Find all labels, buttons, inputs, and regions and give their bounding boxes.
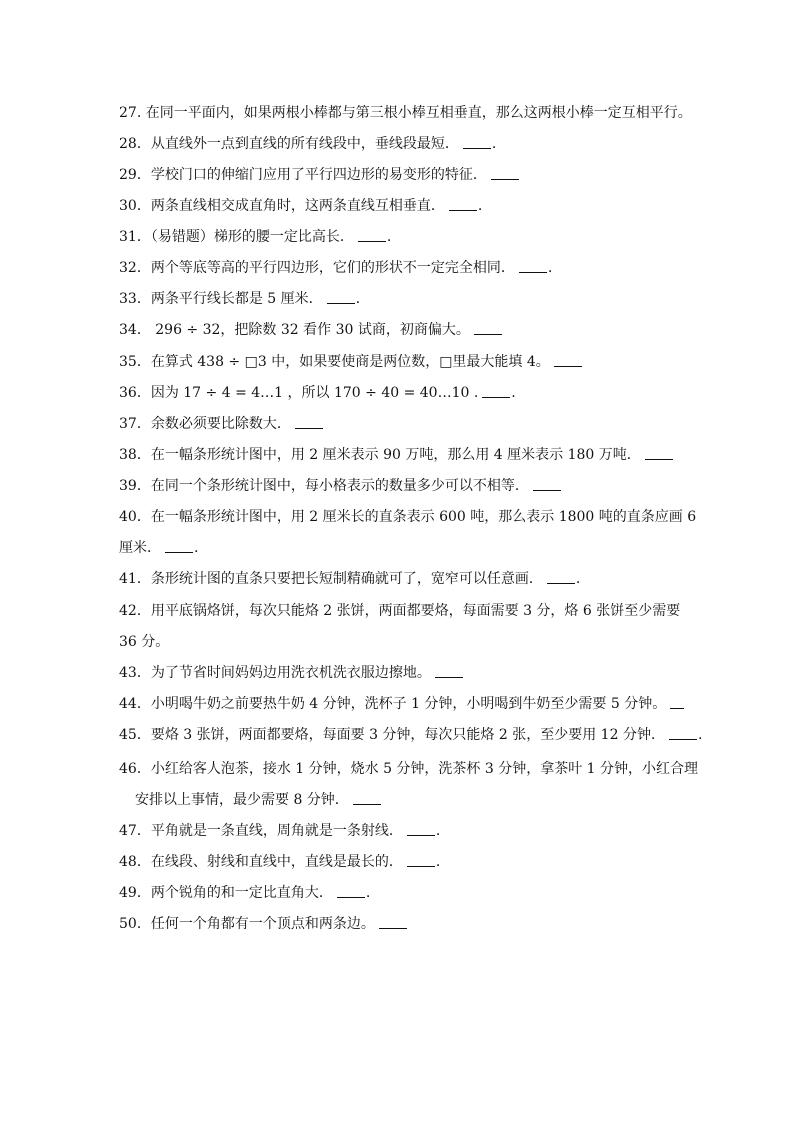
question-text: 厘米．: [119, 540, 161, 556]
answer-blank[interactable]: [435, 676, 463, 678]
question-text: 安排以上事情，最少需要 8 分钟．: [135, 792, 349, 808]
question-line: [119, 477, 679, 495]
question-text: 30．两条直线相交成直角时，这两条直线互相垂直．: [119, 198, 445, 214]
trailing-punctuation: .: [386, 229, 392, 245]
question-line: [119, 166, 679, 184]
answer-blank[interactable]: [491, 178, 519, 180]
answer-blank[interactable]: [533, 489, 561, 491]
answer-blank[interactable]: [407, 865, 435, 867]
answer-blank[interactable]: [547, 582, 575, 584]
answer-blank[interactable]: [165, 551, 193, 553]
question-line: [119, 633, 679, 651]
answer-blank[interactable]: [295, 427, 323, 429]
answer-blank[interactable]: [482, 396, 510, 398]
trailing-punctuation: .: [477, 198, 483, 214]
question-text: 50．任何一个角都有一个顶点和两条边。: [119, 916, 375, 932]
question-line: [119, 415, 679, 433]
question-line: [119, 539, 679, 557]
question-text: 32．两个等底等高的平行四边形，它们的形状不一定完全相同．: [119, 260, 515, 276]
question-line: [119, 353, 679, 371]
trailing-punctuation: .: [697, 727, 703, 743]
answer-blank[interactable]: [353, 803, 381, 805]
question-line: [119, 321, 679, 339]
question-text: 35．在算式 438 ÷ □3 中，如果要使商是两位数，□里最大能填 4。: [119, 354, 550, 370]
trailing-punctuation: .: [355, 291, 361, 307]
answer-blank[interactable]: [449, 209, 477, 211]
trailing-punctuation: .: [365, 885, 371, 901]
answer-blank[interactable]: [337, 896, 365, 898]
question-line: [119, 822, 679, 840]
question-line: [119, 228, 679, 246]
question-line: [119, 384, 679, 402]
answer-blank[interactable]: [463, 147, 491, 149]
trailing-punctuation: .: [511, 385, 516, 401]
question-line: [119, 570, 679, 588]
answer-blank[interactable]: [407, 834, 435, 836]
question-text: 29．学校门口的伸缩门应用了平行四边形的易变形的特征．: [119, 167, 487, 183]
question-line: [119, 290, 679, 308]
question-text: 27. 在同一平面内，如果两根小棒都与第三根小棒互相垂直，那么这两根小棒一定互相平行。: [119, 105, 692, 121]
question-line: [119, 915, 679, 933]
question-line: [119, 884, 679, 902]
question-text: 44．小明喝牛奶之前要热牛奶 4 分钟，洗杯子 1 分钟，小明喝到牛奶至少需要 5 分钟。: [119, 696, 667, 712]
question-line: [119, 853, 679, 871]
answer-blank[interactable]: [519, 271, 547, 273]
question-text: 37．余数必须要比除数大．: [119, 416, 291, 432]
answer-blank[interactable]: [669, 738, 697, 740]
answer-blank[interactable]: [670, 707, 684, 709]
question-text: 45．要烙 3 张饼，两面都要烙，每面要 3 分钟，每次只能烙 2 张，至少要用 12 分钟．: [119, 727, 665, 743]
answer-blank[interactable]: [327, 302, 355, 304]
question-line: [119, 602, 679, 620]
question-line: [119, 695, 679, 713]
question-text: 31．（易错题）梯形的腰一定比高长．: [119, 229, 354, 245]
question-line: [119, 446, 679, 464]
question-text: 39．在同一个条形统计图中，每小格表示的数量多少可以不相等．: [119, 478, 529, 494]
question-text: 42．用平底锅烙饼，每次只能烙 2 张饼，两面都要烙，每面需要 3 分，烙 6 张饼至少需要: [119, 603, 681, 619]
question-text: 49．两个锐角的和一定比直角大．: [119, 885, 333, 901]
question-text: 47．平角就是一条直线，周角就是一条射线．: [119, 823, 403, 839]
answer-blank[interactable]: [554, 365, 582, 367]
question-text: 40．在一幅条形统计图中，用 2 厘米长的直条表示 600 吨，那么表示 1800 吨的直条应画 6: [119, 509, 697, 525]
question-text: 41．条形统计图的直条只要把长短制精确就可了，宽窄可以任意画．: [119, 571, 543, 587]
question-line: [119, 104, 692, 122]
question-text: 36 分。: [119, 634, 170, 650]
answer-blank[interactable]: [358, 240, 386, 242]
question-line: [119, 197, 679, 215]
answer-blank[interactable]: [474, 333, 502, 335]
question-text: 33．两条平行线长都是 5 厘米．: [119, 291, 323, 307]
question-line: [119, 508, 697, 526]
question-text: 46．小红给客人泡茶，接水 1 分钟，烧水 5 分钟，洗茶杯 3 分钟，拿茶叶 1 分钟，小红合理: [119, 761, 699, 777]
question-text: 43．为了节省时间妈妈边用洗衣机洗衣服边擦地。: [119, 665, 431, 681]
question-text: 28．从直线外一点到直线的所有线段中，垂线段最短．: [119, 136, 459, 152]
question-text: 48．在线段、射线和直线中，直线是最长的．: [119, 854, 403, 870]
trailing-punctuation: .: [547, 260, 553, 276]
trailing-punctuation: .: [194, 540, 199, 556]
question-line: [119, 726, 703, 744]
trailing-punctuation: .: [435, 823, 441, 839]
question-text: 38．在一幅条形统计图中，用 2 厘米表示 90 万吨，那么用 4 厘米表示 180 万吨．: [119, 447, 641, 463]
question-line: [119, 664, 679, 682]
question-line: [119, 135, 679, 153]
answer-blank[interactable]: [379, 927, 407, 929]
question-text: 34． 296 ÷ 32，把除数 32 看作 30 试商，初商偏大。: [119, 322, 470, 338]
trailing-punctuation: .: [435, 854, 441, 870]
question-text: 36．因为 17 ÷ 4 = 4…1 ，所以 170 ÷ 40 = 40…10 .: [119, 385, 479, 401]
trailing-punctuation: .: [575, 571, 581, 587]
question-line: [135, 791, 695, 809]
answer-blank[interactable]: [645, 458, 673, 460]
question-line: [119, 760, 699, 778]
question-line: [119, 259, 679, 277]
trailing-punctuation: .: [491, 136, 497, 152]
